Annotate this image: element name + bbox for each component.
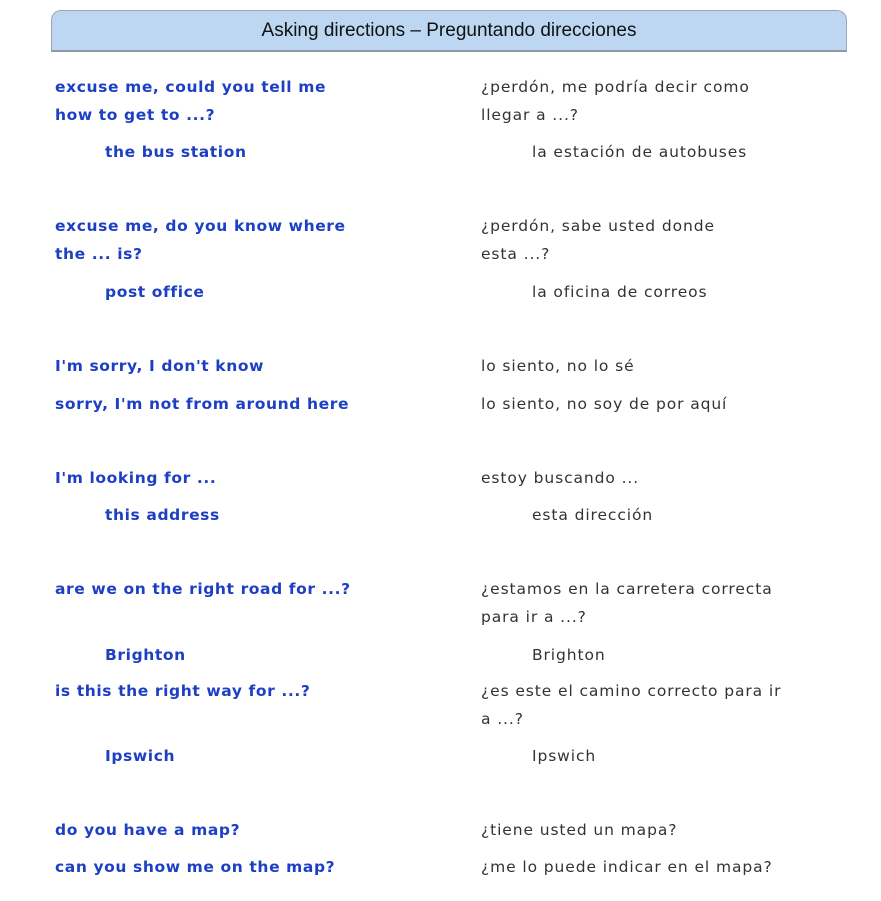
phrase-line: excuse me, do you know where <box>55 217 346 235</box>
phrase-line: this address <box>105 506 220 524</box>
spanish-translation <box>481 816 677 844</box>
spanish-translation <box>481 212 715 268</box>
phrase-line: can you show me on the map? <box>55 858 336 876</box>
phrase-line: how to get to ...? <box>55 106 216 124</box>
english-phrase <box>55 352 264 380</box>
english-phrase <box>55 816 240 844</box>
phrase-line: Ipswich <box>532 747 597 765</box>
phrase-line: ¿tiene usted un mapa? <box>481 821 678 839</box>
spanish-translation <box>481 575 773 631</box>
spanish-translation <box>481 853 773 881</box>
spanish-translation-example <box>532 278 708 306</box>
spanish-translation <box>481 390 727 418</box>
phrase-line: estoy buscando ... <box>481 469 640 487</box>
phrase-line: I'm looking for ... <box>55 469 217 487</box>
phrase-line: la estación de autobuses <box>532 143 748 161</box>
phrase-line: a ...? <box>481 710 524 728</box>
english-phrase <box>55 390 349 418</box>
phrase-line: esta ...? <box>481 245 551 263</box>
section-title: Asking directions – Preguntando direcciones <box>261 19 637 41</box>
phrase-line: excuse me, could you tell me <box>55 78 327 96</box>
phrase-line: ¿estamos en la carretera correcta <box>481 580 773 598</box>
spanish-translation-example <box>532 742 596 770</box>
phrase-line: ¿es este el camino correcto para ir <box>481 682 782 700</box>
phrase-line: llegar a ...? <box>481 106 579 124</box>
spanish-translation <box>481 73 750 129</box>
phrase-line: do you have a map? <box>55 821 241 839</box>
phrase-line: sorry, I'm not from around here <box>55 395 350 413</box>
phrase-line: Ipswich <box>105 747 176 765</box>
english-phrase <box>55 677 310 705</box>
english-phrase-example <box>105 501 220 529</box>
section-header <box>51 10 847 52</box>
spanish-translation-example <box>532 501 653 529</box>
spanish-translation <box>481 352 635 380</box>
spanish-translation <box>481 677 781 733</box>
spanish-translation-example <box>532 138 747 166</box>
english-phrase-example <box>105 742 175 770</box>
phrase-line: ¿me lo puede indicar en el mapa? <box>481 858 773 876</box>
spanish-translation-example <box>532 641 606 669</box>
phrase-line: post office <box>105 283 205 301</box>
phrase-line: I'm sorry, I don't know <box>55 357 265 375</box>
english-phrase <box>55 853 335 881</box>
english-phrase <box>55 212 346 268</box>
phrase-line: lo siento, no soy de por aquí <box>481 395 728 413</box>
phrase-line: the ... is? <box>55 245 143 263</box>
phrase-line: is this the right way for ...? <box>55 682 311 700</box>
phrase-line: are we on the right road for ...? <box>55 580 351 598</box>
phrase-line: la oficina de correos <box>532 283 708 301</box>
english-phrase-example <box>105 278 205 306</box>
phrase-line: Brighton <box>105 646 186 664</box>
english-phrase-example <box>105 641 186 669</box>
english-phrase <box>55 575 351 603</box>
phrase-line: para ir a ...? <box>481 608 587 626</box>
phrase-line: the bus station <box>105 143 247 161</box>
phrase-line: ¿perdón, me podría decir como <box>481 78 750 96</box>
english-phrase <box>55 73 326 129</box>
spanish-translation <box>481 464 639 492</box>
english-phrase-example <box>105 138 247 166</box>
phrase-line: lo siento, no lo sé <box>481 357 635 375</box>
phrase-line: ¿perdón, sabe usted donde <box>481 217 715 235</box>
phrase-line: Brighton <box>532 646 606 664</box>
phrase-line: esta dirección <box>532 506 654 524</box>
english-phrase <box>55 464 216 492</box>
